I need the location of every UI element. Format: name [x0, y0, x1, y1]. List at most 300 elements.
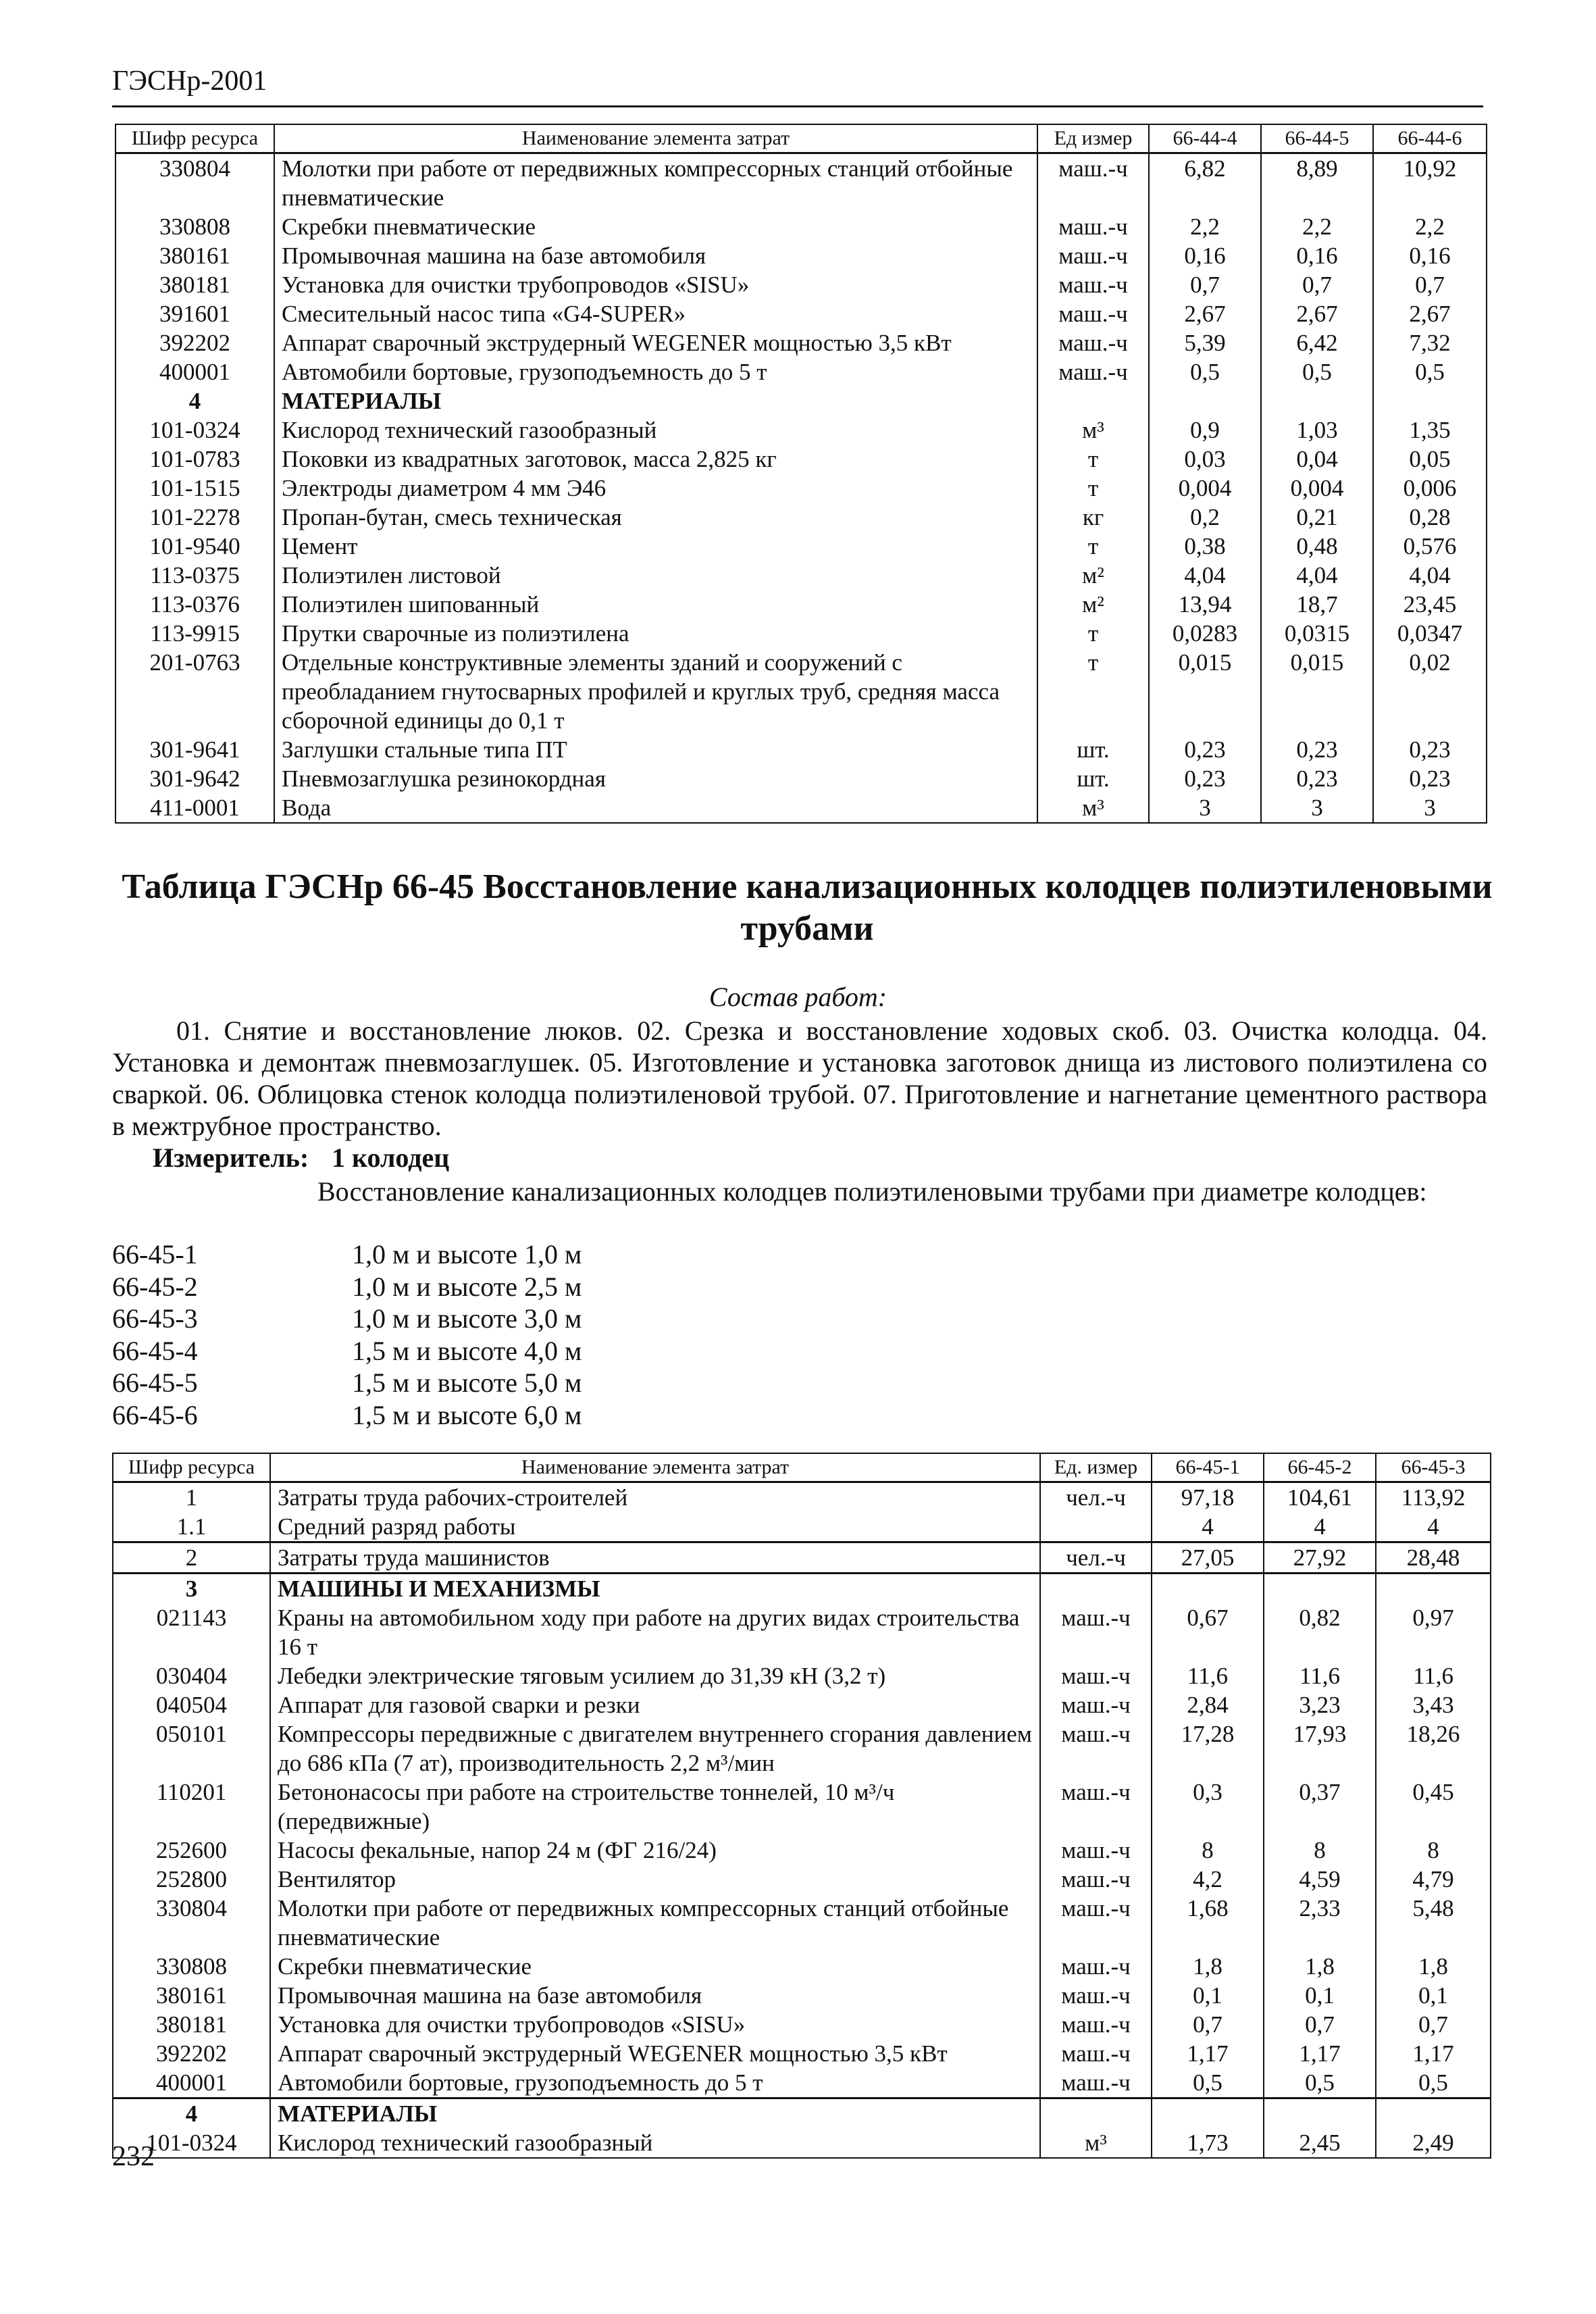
value-cell: 4	[1264, 1512, 1376, 1542]
table-row	[115, 590, 1487, 619]
variant-code: 66-45-2	[112, 1271, 198, 1302]
unit-cell: маш.-ч	[1040, 1865, 1152, 1894]
variant-text: 1,5 м и высоте 4,0 м	[352, 1335, 582, 1366]
unit-cell: м³	[1037, 416, 1149, 445]
resource-name-cell: Молотки при работе от передвижных компрессорных станций отбойные пневматические	[270, 1894, 1040, 1952]
value-cell: 0,015	[1261, 648, 1373, 735]
variant-row	[112, 1238, 582, 1271]
resource-name-cell: Установка для очистки трубопроводов «SISU»	[274, 270, 1037, 299]
table-row	[115, 503, 1487, 532]
value-cell: 0,23	[1373, 764, 1487, 793]
variant-code: 66-45-3	[112, 1303, 198, 1334]
resource-name-cell: Пневмозаглушка резинокордная	[274, 764, 1037, 793]
composition-text: 01. Снятие и восстановление люков. 02. Срезка и восстановление ходовых скоб. 03. Очистка колодца. 04. Установка и демонтаж пневмозаглушек. 05. Изготовление и установка заготовок днища из листового полиэтилена со сваркой. 06. Облицовка стенок колодца полиэтиленовой трубой. 07. Приготовление и нагнетание цементного раствора в межтрубное пространство.	[112, 1015, 1487, 1141]
value-cell: 0,05	[1373, 445, 1487, 474]
value-cell: 2,33	[1264, 1894, 1376, 1952]
resource-name-cell: Прутки сварочные из полиэтилена	[274, 619, 1037, 648]
value-cell: 11,6	[1376, 1661, 1491, 1690]
resource-name-cell: МАТЕРИАЛЫ	[270, 2098, 1040, 2129]
column-header: 66-44-5	[1261, 124, 1373, 153]
value-cell: 0,7	[1261, 270, 1373, 299]
table-row	[113, 2098, 1491, 2129]
value-cell: 0,5	[1149, 357, 1261, 386]
value-cell	[1373, 386, 1487, 416]
resource-code-cell: 1	[113, 1482, 270, 1513]
unit-cell: маш.-ч	[1037, 357, 1149, 386]
table-row	[113, 1690, 1491, 1719]
value-cell: 0,7	[1373, 270, 1487, 299]
unit-cell: маш.-ч	[1040, 1836, 1152, 1865]
value-cell: 4	[1152, 1512, 1264, 1542]
value-cell: 0,16	[1261, 241, 1373, 270]
table-row	[113, 1952, 1491, 1981]
value-cell: 0,23	[1261, 735, 1373, 764]
resource-code-cell: 101-1515	[115, 474, 274, 503]
value-cell: 1,17	[1152, 2039, 1264, 2068]
value-cell: 4,04	[1261, 561, 1373, 590]
table-row	[115, 357, 1487, 386]
value-cell: 3,23	[1264, 1690, 1376, 1719]
resource-name-cell: Аппарат сварочный экструдерный WEGENER мощностью 3,5 кВт	[274, 328, 1037, 357]
resource-code-cell: 3	[113, 1574, 270, 1604]
table-row	[115, 474, 1487, 503]
value-cell: 4,2	[1152, 1865, 1264, 1894]
variant-row	[112, 1271, 582, 1303]
unit-cell: маш.-ч	[1037, 153, 1149, 213]
resource-table-66-44	[115, 124, 1487, 824]
value-cell: 0,5	[1152, 2068, 1264, 2098]
unit-cell	[1037, 386, 1149, 416]
value-cell: 3,43	[1376, 1690, 1491, 1719]
resource-name-cell: Затраты труда рабочих-строителей	[270, 1482, 1040, 1513]
column-header: Наименование элемента затрат	[270, 1453, 1040, 1482]
table-row	[115, 648, 1487, 735]
table-row	[113, 2039, 1491, 2068]
value-cell: 0,7	[1149, 270, 1261, 299]
value-cell: 0,37	[1264, 1778, 1376, 1836]
resource-code-cell: 113-0375	[115, 561, 274, 590]
value-cell: 0,67	[1152, 1603, 1264, 1661]
unit-cell: маш.-ч	[1040, 2068, 1152, 2098]
value-cell: 0,1	[1152, 1981, 1264, 2010]
value-cell: 0,21	[1261, 503, 1373, 532]
resource-table-66-45	[112, 1453, 1491, 2159]
value-cell	[1149, 386, 1261, 416]
unit-cell: т	[1037, 648, 1149, 735]
resource-code-cell: 380181	[115, 270, 274, 299]
table-row	[113, 1482, 1491, 1513]
unit-cell: чел.-ч	[1040, 1542, 1152, 1574]
resource-name-cell: МАШИНЫ И МЕХАНИЗМЫ	[270, 1574, 1040, 1604]
table-row	[115, 793, 1487, 823]
variant-text: 1,0 м и высоте 2,5 м	[352, 1271, 582, 1302]
value-cell: 8	[1152, 1836, 1264, 1865]
table-row	[113, 1778, 1491, 1836]
value-cell: 8	[1264, 1836, 1376, 1865]
unit-cell: маш.-ч	[1037, 328, 1149, 357]
resource-name-cell: Поковки из квадратных заготовок, масса 2,825 кг	[274, 445, 1037, 474]
resource-name-cell: Заглушки стальные типа ПТ	[274, 735, 1037, 764]
value-cell: 6,82	[1149, 153, 1261, 213]
unit-cell: маш.-ч	[1040, 1690, 1152, 1719]
value-cell: 0,576	[1373, 532, 1487, 561]
value-cell: 2,45	[1264, 2128, 1376, 2158]
value-cell: 0,82	[1264, 1603, 1376, 1661]
resource-code-cell: 380161	[115, 241, 274, 270]
table-row	[115, 212, 1487, 241]
resource-name-cell: Молотки при работе от передвижных компрессорных станций отбойные пневматические	[274, 153, 1037, 213]
value-cell: 0,16	[1373, 241, 1487, 270]
resource-code-cell: 040504	[113, 1690, 270, 1719]
unit-cell	[1040, 1512, 1152, 1542]
value-cell: 18,7	[1261, 590, 1373, 619]
unit-cell: м²	[1037, 561, 1149, 590]
resource-name-cell: Лебедки электрические тяговым усилием до 31,39 кН (3,2 т)	[270, 1661, 1040, 1690]
column-header: Шифр ресурса	[115, 124, 274, 153]
resource-name-cell: Полиэтилен шипованный	[274, 590, 1037, 619]
resource-code-cell: 030404	[113, 1661, 270, 1690]
value-cell: 5,48	[1376, 1894, 1491, 1952]
unit-cell: маш.-ч	[1037, 299, 1149, 328]
value-cell: 0,1	[1264, 1981, 1376, 2010]
value-cell: 1,8	[1152, 1952, 1264, 1981]
value-cell: 1,17	[1264, 2039, 1376, 2068]
resource-name-cell: Автомобили бортовые, грузоподъемность до 5 т	[274, 357, 1037, 386]
resource-code-cell: 101-9540	[115, 532, 274, 561]
column-header: Шифр ресурса	[113, 1453, 270, 1482]
value-cell: 0,16	[1149, 241, 1261, 270]
value-cell: 3	[1373, 793, 1487, 823]
table-row	[113, 1542, 1491, 1574]
table-row	[115, 153, 1487, 213]
value-cell: 0,9	[1149, 416, 1261, 445]
value-cell: 0,7	[1264, 2010, 1376, 2039]
column-header: Ед. измер	[1040, 1453, 1152, 1482]
variant-code: 66-45-1	[112, 1239, 198, 1269]
column-header: 66-45-2	[1264, 1453, 1376, 1482]
unit-cell: м³	[1037, 793, 1149, 823]
unit-cell: шт.	[1037, 764, 1149, 793]
value-cell: 0,006	[1373, 474, 1487, 503]
resource-code-cell: 380181	[113, 2010, 270, 2039]
unit-cell: маш.-ч	[1040, 2039, 1152, 2068]
resource-code-cell: 4	[113, 2098, 270, 2129]
value-cell: 0,23	[1149, 735, 1261, 764]
value-cell	[1376, 2098, 1491, 2129]
value-cell: 3	[1261, 793, 1373, 823]
meter-line	[153, 1142, 449, 1174]
unit-cell: т	[1037, 474, 1149, 503]
value-cell: 0,23	[1149, 764, 1261, 793]
resource-name-cell: Вода	[274, 793, 1037, 823]
table-title: Таблица ГЭСНр 66-45 Восстановление канализационных колодцев полиэтиленовыми трубами	[122, 867, 1493, 948]
value-cell	[1261, 386, 1373, 416]
resource-code-cell: 113-9915	[115, 619, 274, 648]
value-cell: 113,92	[1376, 1482, 1491, 1513]
resource-code-cell: 330808	[113, 1952, 270, 1981]
value-cell: 13,94	[1149, 590, 1261, 619]
table-row	[113, 1894, 1491, 1952]
value-cell: 0,5	[1373, 357, 1487, 386]
table-row	[115, 764, 1487, 793]
value-cell: 0,1	[1376, 1981, 1491, 2010]
table-row	[115, 532, 1487, 561]
resource-name-cell: Аппарат для газовой сварки и резки	[270, 1690, 1040, 1719]
table-header-row	[113, 1453, 1491, 1482]
value-cell: 2,2	[1373, 212, 1487, 241]
unit-cell: шт.	[1037, 735, 1149, 764]
table-row	[115, 561, 1487, 590]
resource-code-cell: 330804	[115, 153, 274, 213]
resource-name-cell: Отдельные конструктивные элементы зданий и сооружений с преобладанием гнутосварных профилей и круглых труб, средняя масса сборочной единицы до 0,1 т	[274, 648, 1037, 735]
table-row	[115, 270, 1487, 299]
unit-cell: кг	[1037, 503, 1149, 532]
value-cell: 104,61	[1264, 1482, 1376, 1513]
value-cell: 0,2	[1149, 503, 1261, 532]
value-cell: 0,004	[1261, 474, 1373, 503]
resource-name-cell: Полиэтилен листовой	[274, 561, 1037, 590]
unit-cell: т	[1037, 445, 1149, 474]
value-cell: 27,05	[1152, 1542, 1264, 1574]
unit-cell: маш.-ч	[1040, 1981, 1152, 2010]
resource-name-cell: Пропан-бутан, смесь техническая	[274, 503, 1037, 532]
value-cell: 27,92	[1264, 1542, 1376, 1574]
resource-code-cell: 4	[115, 386, 274, 416]
value-cell	[1152, 1574, 1264, 1604]
resource-name-cell: Аппарат сварочный экструдерный WEGENER мощностью 3,5 кВт	[270, 2039, 1040, 2068]
value-cell: 1,8	[1264, 1952, 1376, 1981]
value-cell: 1,35	[1373, 416, 1487, 445]
table-header-row	[115, 124, 1487, 153]
value-cell: 1,8	[1376, 1952, 1491, 1981]
resource-code-cell: 330808	[115, 212, 274, 241]
variant-list	[112, 1238, 582, 1431]
unit-cell: маш.-ч	[1037, 270, 1149, 299]
value-cell: 3	[1149, 793, 1261, 823]
value-cell: 0,5	[1376, 2068, 1491, 2098]
resource-name-cell: Установка для очистки трубопроводов «SISU»	[270, 2010, 1040, 2039]
resource-name-cell: Компрессоры передвижные с двигателем внутреннего сгорания давлением до 686 кПа (7 ат), производительность 2,2 м³/мин	[270, 1719, 1040, 1778]
table-row	[115, 386, 1487, 416]
value-cell: 6,42	[1261, 328, 1373, 357]
resource-code-cell: 2	[113, 1542, 270, 1574]
value-cell: 0,02	[1373, 648, 1487, 735]
variant-text: 1,5 м и высоте 6,0 м	[352, 1399, 582, 1430]
column-header: Ед измер	[1037, 124, 1149, 153]
table-row	[113, 1603, 1491, 1661]
value-cell: 0,5	[1261, 357, 1373, 386]
variant-code: 66-45-5	[112, 1367, 198, 1398]
value-cell: 0,28	[1373, 503, 1487, 532]
value-cell: 0,7	[1376, 2010, 1491, 2039]
resource-code-cell: 1.1	[113, 1512, 270, 1542]
resource-name-cell: Автомобили бортовые, грузоподъемность до 5 т	[270, 2068, 1040, 2098]
resource-code-cell: 392202	[115, 328, 274, 357]
unit-cell: маш.-ч	[1037, 212, 1149, 241]
column-header: 66-44-4	[1149, 124, 1261, 153]
table-row	[113, 2068, 1491, 2098]
resource-code-cell: 101-0783	[115, 445, 274, 474]
resource-code-cell: 101-0324	[115, 416, 274, 445]
value-cell: 8,89	[1261, 153, 1373, 213]
value-cell: 1,73	[1152, 2128, 1264, 2158]
value-cell: 0,03	[1149, 445, 1261, 474]
value-cell: 0,23	[1261, 764, 1373, 793]
table-row	[113, 1512, 1491, 1542]
value-cell	[1264, 2098, 1376, 2129]
unit-cell: маш.-ч	[1040, 1661, 1152, 1690]
value-cell: 0,004	[1149, 474, 1261, 503]
table-row	[115, 241, 1487, 270]
resource-code-cell: 101-2278	[115, 503, 274, 532]
resource-name-cell: Смесительный насос типа «G4-SUPER»	[274, 299, 1037, 328]
value-cell: 1,68	[1152, 1894, 1264, 1952]
value-cell: 2,67	[1261, 299, 1373, 328]
table-row	[113, 1836, 1491, 1865]
value-cell: 0,0283	[1149, 619, 1261, 648]
variant-text: 1,5 м и высоте 5,0 м	[352, 1367, 582, 1398]
resource-code-cell: 252600	[113, 1836, 270, 1865]
variant-text: 1,0 м и высоте 3,0 м	[352, 1303, 582, 1334]
unit-cell: маш.-ч	[1037, 241, 1149, 270]
column-header: 66-44-6	[1373, 124, 1487, 153]
unit-cell: м³	[1040, 2128, 1152, 2158]
value-cell: 0,5	[1264, 2068, 1376, 2098]
table-row	[115, 619, 1487, 648]
variant-row	[112, 1335, 582, 1367]
resource-code-cell: 050101	[113, 1719, 270, 1778]
value-cell	[1264, 1574, 1376, 1604]
resource-name-cell: Краны на автомобильном ходу при работе на других видах строительства 16 т	[270, 1603, 1040, 1661]
table-row	[115, 735, 1487, 764]
resource-name-cell: Вентилятор	[270, 1865, 1040, 1894]
resource-code-cell: 400001	[113, 2068, 270, 2098]
meter-label: Измеритель:	[153, 1142, 309, 1173]
resource-name-cell: Скребки пневматические	[274, 212, 1037, 241]
resource-name-cell: Кислород технический газообразный	[274, 416, 1037, 445]
value-cell: 2,2	[1149, 212, 1261, 241]
resource-name-cell: Цемент	[274, 532, 1037, 561]
variant-row	[112, 1303, 582, 1335]
value-cell	[1376, 1574, 1491, 1604]
value-cell: 28,48	[1376, 1542, 1491, 1574]
unit-cell: т	[1037, 619, 1149, 648]
value-cell: 23,45	[1373, 590, 1487, 619]
column-header: Наименование элемента затрат	[274, 124, 1037, 153]
table-row	[115, 416, 1487, 445]
table-row	[115, 445, 1487, 474]
value-cell: 8	[1376, 1836, 1491, 1865]
resource-name-cell: Скребки пневматические	[270, 1952, 1040, 1981]
value-cell: 4,04	[1149, 561, 1261, 590]
value-cell: 0,38	[1149, 532, 1261, 561]
resource-code-cell: 380161	[113, 1981, 270, 2010]
unit-cell: маш.-ч	[1040, 1894, 1152, 1952]
variant-code: 66-45-4	[112, 1335, 198, 1366]
unit-cell: м²	[1037, 590, 1149, 619]
value-cell	[1152, 2098, 1264, 2129]
column-header: 66-45-3	[1376, 1453, 1491, 1482]
value-cell: 97,18	[1152, 1482, 1264, 1513]
resource-name-cell: Промывочная машина на базе автомобиля	[274, 241, 1037, 270]
header-rule	[112, 105, 1483, 107]
value-cell: 0,04	[1261, 445, 1373, 474]
composition-heading: Состав работ:	[709, 982, 887, 1012]
value-cell: 4,79	[1376, 1865, 1491, 1894]
page-number: 232	[112, 2141, 155, 2172]
value-cell: 7,32	[1373, 328, 1487, 357]
resource-code-cell: 021143	[113, 1603, 270, 1661]
value-cell: 2,67	[1373, 299, 1487, 328]
meter-value: 1 колодец	[332, 1142, 450, 1173]
resource-code-cell: 391601	[115, 299, 274, 328]
resource-name-cell: Затраты труда машинистов	[270, 1542, 1040, 1574]
resource-code-cell: 301-9642	[115, 764, 274, 793]
value-cell: 5,39	[1149, 328, 1261, 357]
resource-name-cell: Кислород технический газообразный	[270, 2128, 1040, 2158]
unit-cell: маш.-ч	[1040, 2010, 1152, 2039]
resource-name-cell: Промывочная машина на базе автомобиля	[270, 1981, 1040, 2010]
table-row	[115, 328, 1487, 357]
value-cell: 2,2	[1261, 212, 1373, 241]
running-head: ГЭСНр-2001	[112, 66, 267, 97]
value-cell: 0,0347	[1373, 619, 1487, 648]
resource-name-cell: МАТЕРИАЛЫ	[274, 386, 1037, 416]
resource-code-cell: 392202	[113, 2039, 270, 2068]
value-cell: 0,015	[1149, 648, 1261, 735]
resource-code-cell: 201-0763	[115, 648, 274, 735]
value-cell: 0,97	[1376, 1603, 1491, 1661]
resource-name-cell: Насосы фекальные, напор 24 м (ФГ 216/24)	[270, 1836, 1040, 1865]
value-cell: 17,28	[1152, 1719, 1264, 1778]
value-cell: 4	[1376, 1512, 1491, 1542]
resource-code-cell: 330804	[113, 1894, 270, 1952]
resource-name-cell: Средний разряд работы	[270, 1512, 1040, 1542]
unit-cell	[1040, 1574, 1152, 1604]
value-cell: 0,0315	[1261, 619, 1373, 648]
table-row	[113, 1719, 1491, 1778]
table-row	[113, 1661, 1491, 1690]
value-cell: 0,3	[1152, 1778, 1264, 1836]
value-cell: 17,93	[1264, 1719, 1376, 1778]
resource-code-cell: 252800	[113, 1865, 270, 1894]
table-row	[113, 1574, 1491, 1604]
variant-row	[112, 1399, 582, 1432]
value-cell: 1,17	[1376, 2039, 1491, 2068]
resource-code-cell: 113-0376	[115, 590, 274, 619]
resource-code-cell: 101-0324	[113, 2128, 270, 2158]
value-cell: 2,49	[1376, 2128, 1491, 2158]
table-row	[115, 299, 1487, 328]
resource-name-cell: Бетононасосы при работе на строительстве тоннелей, 10 м³/ч (передвижные)	[270, 1778, 1040, 1836]
value-cell: 2,84	[1152, 1690, 1264, 1719]
variants-description: Восстановление канализационных колодцев полиэтиленовыми трубами при диаметре колодцев:	[317, 1176, 1427, 1207]
unit-cell: маш.-ч	[1040, 1603, 1152, 1661]
value-cell: 0,7	[1152, 2010, 1264, 2039]
unit-cell: чел.-ч	[1040, 1482, 1152, 1513]
value-cell: 1,03	[1261, 416, 1373, 445]
unit-cell: маш.-ч	[1040, 1778, 1152, 1836]
unit-cell	[1040, 2098, 1152, 2129]
value-cell: 4,04	[1373, 561, 1487, 590]
resource-code-cell: 301-9641	[115, 735, 274, 764]
value-cell: 18,26	[1376, 1719, 1491, 1778]
value-cell: 4,59	[1264, 1865, 1376, 1894]
value-cell: 11,6	[1264, 1661, 1376, 1690]
value-cell: 0,23	[1373, 735, 1487, 764]
unit-cell: маш.-ч	[1040, 1952, 1152, 1981]
table-row	[113, 2010, 1491, 2039]
